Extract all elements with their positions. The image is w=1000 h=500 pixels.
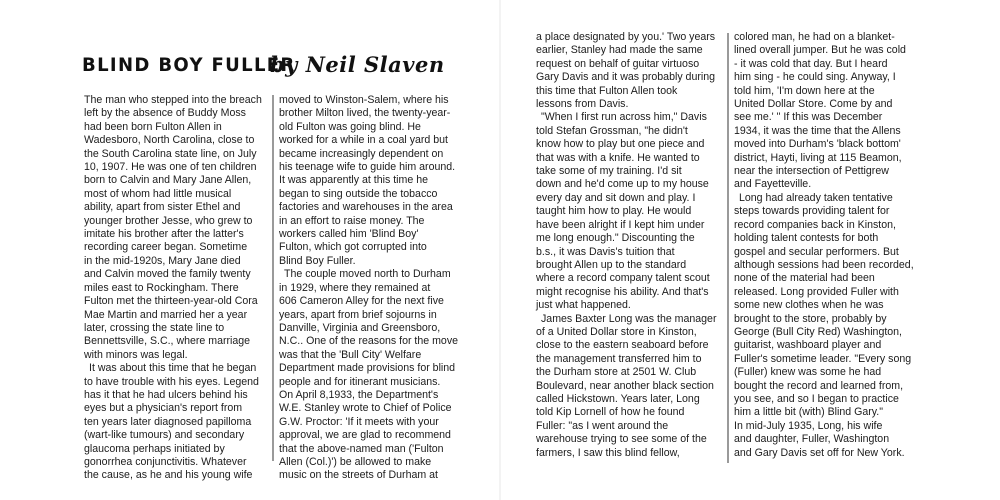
text-line: Mae Martin and married her a year xyxy=(84,308,248,321)
text-line: steps towards providing talent for xyxy=(734,205,890,218)
text-line: glaucoma perhaps initiated by xyxy=(84,442,225,455)
text-line: The man who stepped into the breach xyxy=(84,94,262,106)
text-line: the cause, as he and his young wife xyxy=(84,469,253,482)
text-column-3 xyxy=(536,31,721,460)
text-line: every day and sit down and play. I xyxy=(536,191,696,204)
text-line: told Stefan Grossman, "he didn't xyxy=(536,124,688,137)
text-column-2 xyxy=(279,94,464,483)
text-line: Wadesboro, North Carolina, close to xyxy=(84,134,255,147)
text-line: (wart-like tumours) and secondary xyxy=(84,429,245,442)
text-line: to have trouble with his eyes. Legend xyxy=(84,375,259,388)
text-line: was that the 'Bull City' Welfare xyxy=(279,348,422,361)
text-line: brought Allen up to the standard xyxy=(536,258,687,271)
text-line: most of whom had little musical xyxy=(84,187,232,200)
text-line: Department made provisions for blind xyxy=(279,362,456,375)
text-line: warehouse trying to see some of the xyxy=(536,433,707,446)
text-line: holding talent contests for both xyxy=(734,232,879,245)
text-line: ten years later diagnosed papilloma xyxy=(84,415,252,428)
text-line: just what happened. xyxy=(536,299,631,312)
text-line: close to the eastern seaboard before xyxy=(536,339,709,352)
text-line: earlier, Stanley had made the same xyxy=(536,44,703,57)
text-line: became increasingly dependent on xyxy=(279,147,444,160)
text-line: of a United Dollar store in Kinston, xyxy=(536,325,697,338)
text-line: W.E. Stanley wrote to Chief of Police xyxy=(279,402,452,415)
text-line: some new clothes when he was xyxy=(734,299,884,312)
text-line: in 1929, where they remained at xyxy=(279,281,431,294)
text-column-4 xyxy=(734,31,924,460)
text-line: although sessions had been recorded, xyxy=(734,258,914,271)
text-line: a place designated by you.' Two years xyxy=(536,31,716,43)
text-line: this time that Fulton Allen took xyxy=(536,84,678,97)
text-line: called Hickstown. Years later, Long xyxy=(536,392,700,405)
text-line: "When I first run across him," Davis xyxy=(541,111,707,124)
text-line: brother Milton lived, the twenty-year- xyxy=(279,107,451,120)
text-line: see me.' " If this was December xyxy=(734,111,883,124)
text-line: George (Bull City Red) Washington, xyxy=(734,325,902,338)
text-line: In mid-July 1935, Long, his wife xyxy=(734,419,883,432)
text-line: that the above-named man ('Fulton xyxy=(279,442,444,455)
text-line: might recognise his ability. And that's xyxy=(536,285,709,298)
text-line: It was apparently at this time he xyxy=(279,174,428,187)
text-line: his teenage wife to guide him around. xyxy=(279,161,456,174)
text-line: ability, apart from sister Ethel and xyxy=(84,201,241,214)
text-line: factories and warehouses in the area xyxy=(279,201,453,214)
text-line: district, Hayti, living at 115 Beamon, xyxy=(734,151,902,164)
text-line: you see, and so I began to practice xyxy=(734,392,899,405)
text-line: old Fulton was going blind. He xyxy=(279,120,421,133)
text-line: has it that he had ulcers behind his xyxy=(84,388,248,401)
text-line: lessons from Davis. xyxy=(536,98,629,111)
text-line: gospel and secular performers. But xyxy=(734,245,899,258)
text-line: moved into Durham's 'black bottom' xyxy=(734,138,901,151)
text-line: and daughter, Fuller, Washington xyxy=(734,433,890,446)
text-line: imitate his brother after the latter's xyxy=(84,228,244,241)
text-line: years, apart from brief sojourns in xyxy=(279,308,437,321)
text-line: workers called him 'Blind Boy' xyxy=(279,228,419,241)
text-line: approval, we are glad to recommend xyxy=(279,429,451,442)
text-line: Fulton met the thirteen-year-old Cora xyxy=(84,295,258,308)
text-line: On April 8,1933, the Department's xyxy=(279,388,439,401)
text-line: taught him how to play. He would xyxy=(536,205,692,218)
text-line: James Baxter Long was the manager xyxy=(541,312,717,325)
text-line: Allen (Col.)') be allowed to make xyxy=(279,455,432,468)
column-rule xyxy=(727,33,729,463)
text-line: the South Carolina state line, on July xyxy=(84,147,257,160)
text-line: with minors was legal. xyxy=(84,348,188,361)
column-rule xyxy=(272,95,274,461)
text-line: began to sing outside the tobacco xyxy=(279,187,438,200)
text-line: eyes but a physician's report from xyxy=(84,402,243,415)
text-line: 606 Cameron Alley for the next five xyxy=(279,295,444,308)
text-line: Danville, Virginia and Greensboro, xyxy=(279,321,441,334)
text-line: me long enough." Discounting the xyxy=(536,232,695,245)
text-line: had been born Fulton Allen in xyxy=(84,120,222,133)
text-line: none of the material had been xyxy=(734,272,875,285)
page-fold xyxy=(499,0,501,500)
text-line: It was about this time that he began xyxy=(89,362,257,375)
text-line: and Gary Davis set off for New York. xyxy=(734,446,905,459)
text-line: have been alright if I kept him under xyxy=(536,218,705,231)
text-line: (Fuller) knew was some he had xyxy=(734,366,882,379)
text-line: miles east to Rockingham. There xyxy=(84,281,239,294)
text-line: b.s., it was Davis's tuition that xyxy=(536,245,675,258)
text-line: moved to Winston-Salem, where his xyxy=(279,94,449,106)
text-line: released. Long provided Fuller with xyxy=(734,285,899,298)
text-line: record companies back in Kinston, xyxy=(734,218,896,231)
text-line: brought to the store, probably by xyxy=(734,312,887,325)
text-line: worked for a while in a coal yard but xyxy=(279,134,448,147)
text-line: N.C.. One of the reasons for the move xyxy=(279,335,459,348)
text-line: The couple moved north to Durham xyxy=(284,268,451,281)
text-line: and Fayetteville. xyxy=(734,178,812,191)
text-line: in an effort to raise money. The xyxy=(279,214,425,227)
text-line: colored man, he had on a blanket- xyxy=(734,31,895,43)
text-line: 10, 1907. He was one of ten children xyxy=(84,161,257,174)
text-line: people and for itinerant musicians. xyxy=(279,375,441,388)
text-line: take some of my training. I'd sit xyxy=(536,165,682,178)
article-title: BLIND BOY FULLER xyxy=(82,54,296,76)
text-line: Blind Boy Fuller. xyxy=(279,254,356,267)
text-line: United Dollar Store. Come by and xyxy=(734,98,893,111)
text-line: and Calvin moved the family twenty xyxy=(84,268,251,281)
text-line: near the intersection of Pettigrew xyxy=(734,165,889,178)
text-line: the Durham store at 2501 W. Club xyxy=(536,366,697,379)
text-line: told him, 'I'm down here at the xyxy=(734,84,875,97)
text-line: Long had already taken tentative xyxy=(739,191,893,204)
text-line: later, crossing the state line to xyxy=(84,321,225,334)
text-line: Bennettsville, S.C., where marriage xyxy=(84,335,251,348)
text-line: lined overall jumper. But he was cold xyxy=(734,44,906,57)
text-line: down and he'd come up to my house xyxy=(536,178,709,191)
text-line: Fulton, which got corrupted into xyxy=(279,241,427,254)
text-line: that was with a knife. He wanted to xyxy=(536,151,700,164)
text-line: Fuller: "as I went around the xyxy=(536,419,669,432)
text-line: Gary Davis and it was probably during xyxy=(536,71,716,84)
text-line: 1934, it was the time that the Allens xyxy=(734,124,901,137)
text-line: guitarist, washboard player and xyxy=(734,339,882,352)
text-line: Boulevard, near another black section xyxy=(536,379,714,392)
text-line: farmers, I saw this blind fellow, xyxy=(536,446,680,459)
text-line: where a record company talent scout xyxy=(536,272,710,285)
text-line: G.W. Proctor: 'If it meets with your xyxy=(279,415,439,428)
text-line: born to Calvin and Mary Jane Allen, xyxy=(84,174,252,187)
text-line: him a little bit (with) Blind Gary." xyxy=(734,406,883,419)
text-column-1 xyxy=(84,94,264,483)
text-line: bought the record and learned from, xyxy=(734,379,904,392)
text-line: - it was cold that day. But I heard xyxy=(734,57,888,70)
text-line: told Kip Lornell of how he found xyxy=(536,406,685,419)
text-line: music on the streets of Durham at xyxy=(279,469,438,482)
text-line: left by the absence of Buddy Moss xyxy=(84,107,246,120)
text-line: request on behalf of guitar virtuoso xyxy=(536,57,700,70)
text-line: younger brother Jesse, who grew to xyxy=(84,214,253,227)
text-line: Fuller's sometime leader. "Every song xyxy=(734,352,912,365)
article-byline: by Neil Slaven xyxy=(270,52,445,77)
text-line: know how to play but one piece and xyxy=(536,138,705,151)
text-line: recording career began. Sometime xyxy=(84,241,248,254)
text-line: him sing - he could sing. Anyway, I xyxy=(734,71,896,84)
text-line: gonorrhea conjunctivitis. Whatever xyxy=(84,455,247,468)
text-line: in the mid-1920s, Mary Jane died xyxy=(84,254,241,267)
text-line: the management transferred him to xyxy=(536,352,702,365)
